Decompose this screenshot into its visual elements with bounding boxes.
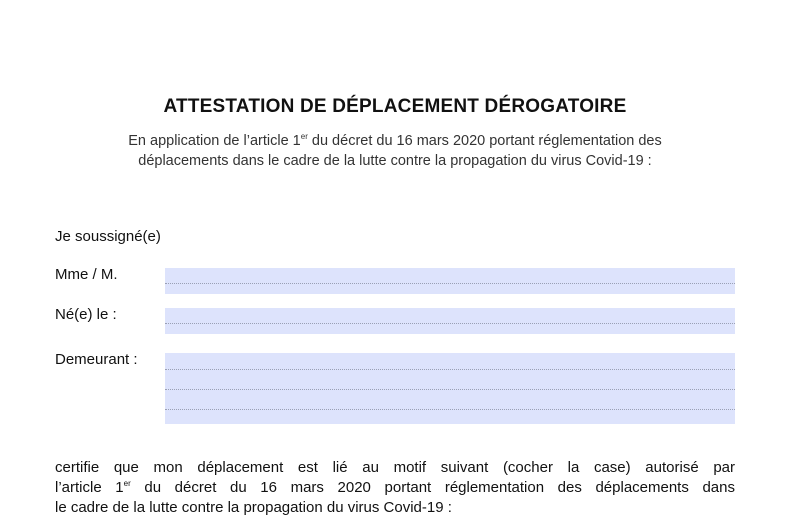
certify-line2-post: du décret du 16 mars 2020 portant réglementation des déplacements dans [130, 479, 735, 496]
certify-line2-pre: l’article 1 [55, 479, 124, 496]
intro-label: Je soussigné(e) [55, 228, 161, 245]
address-field-dotted-line-3 [165, 409, 735, 410]
address-field-dotted-line-1 [165, 369, 735, 370]
birth-label: Né(e) le : [55, 306, 117, 323]
certification-paragraph [55, 458, 735, 518]
subtitle-line1 [128, 133, 662, 149]
name-label: Mme / M. [55, 266, 118, 283]
name-field[interactable] [165, 268, 735, 294]
document-title: ATTESTATION DE DÉPLACEMENT DÉROGATOIRE [163, 96, 627, 117]
address-label: Demeurant : [55, 351, 138, 368]
document-subtitle [60, 131, 730, 171]
subtitle-superscript: er [300, 132, 308, 142]
certify-line1: certifie que mon déplacement est lié au motif suivant (cocher la case) autorisé par [55, 459, 735, 476]
subtitle-text-post: du décret du 16 mars 2020 portant réglementation des [307, 133, 662, 149]
address-field[interactable] [165, 353, 735, 424]
certify-line2 [55, 478, 735, 498]
subtitle-line2: déplacements dans le cadre de la lutte contre la propagation du virus Covid-19 : [138, 153, 652, 169]
birth-date-field[interactable] [165, 308, 735, 334]
subtitle-text-pre: En application de l’article 1 [128, 133, 301, 149]
birth-field-dotted-line [165, 323, 735, 324]
certify-line2-superscript: er [123, 479, 131, 488]
certify-line3: le cadre de la lutte contre la propagation du virus Covid-19 : [55, 499, 452, 516]
address-field-dotted-line-2 [165, 389, 735, 390]
name-field-dotted-line [165, 283, 735, 284]
